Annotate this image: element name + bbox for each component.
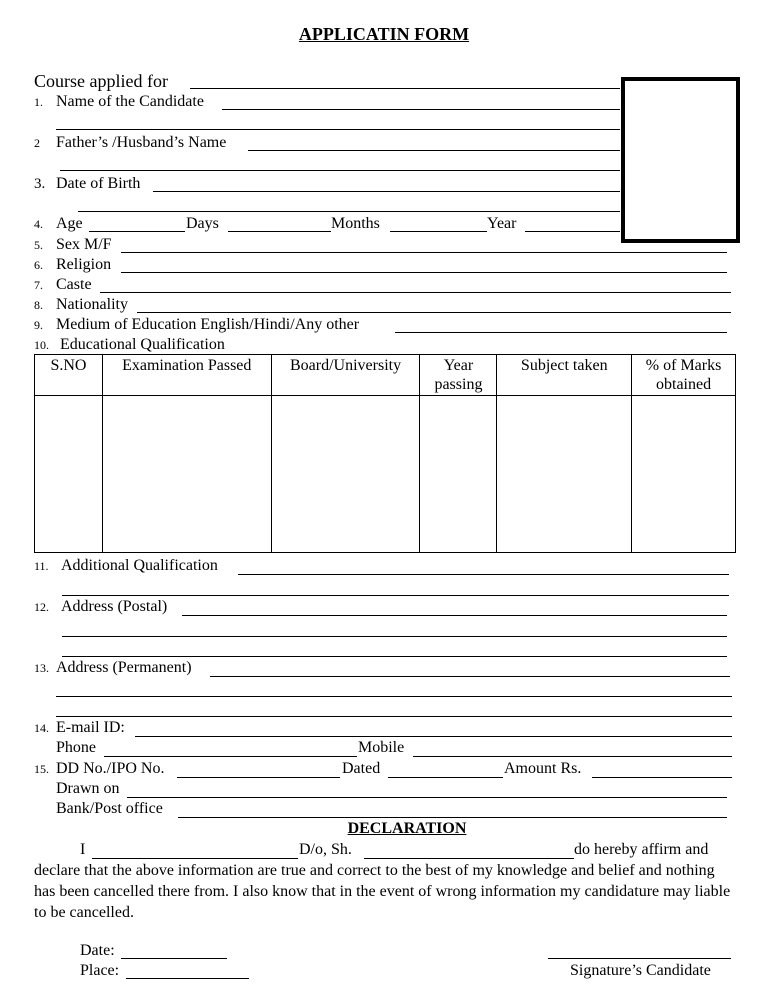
address-postal-field[interactable]: [182, 615, 727, 616]
days-field[interactable]: [228, 231, 331, 232]
num-6: 6.: [34, 258, 43, 272]
address-perm-field[interactable]: [210, 676, 730, 677]
father-field-2[interactable]: [60, 170, 620, 171]
amount-label: Amount Rs.: [504, 760, 582, 777]
medium-label: Medium of Education English/Hindi/Any other: [56, 316, 360, 333]
cell-exam[interactable]: [102, 396, 271, 553]
col-sno: S.NO: [35, 355, 103, 396]
num-9: 9.: [34, 318, 43, 332]
col-subject: Subject taken: [497, 355, 632, 396]
dated-field[interactable]: [388, 777, 503, 778]
mobile-field[interactable]: [413, 756, 732, 757]
drawn-label: Drawn on: [56, 780, 120, 797]
address-perm-label: Address (Permanent): [56, 659, 192, 676]
name-label: Name of the Candidate: [56, 93, 204, 110]
declaration-affirm: do hereby affirm and: [574, 841, 709, 858]
nationality-label: Nationality: [56, 296, 128, 313]
declaration-text: declare that the above information are true and correct to the best of my knowledge and belief and nothing has been cancelled there from. I also know that in the event of wrong information my candidature may liable to be cancelled.: [34, 862, 731, 921]
email-field[interactable]: [135, 736, 732, 737]
place-label: Place:: [80, 962, 120, 979]
additional-label: Additional Qualification: [61, 557, 218, 574]
dd-field[interactable]: [177, 777, 340, 778]
photo-box[interactable]: [621, 77, 740, 243]
father-field[interactable]: [248, 150, 620, 151]
num-7: 7.: [34, 278, 43, 292]
bank-label: Bank/Post office: [56, 800, 163, 817]
place-field[interactable]: [126, 978, 249, 979]
year-field[interactable]: [525, 231, 620, 232]
cell-board[interactable]: [271, 396, 420, 553]
num-11: 11.: [34, 559, 49, 573]
date-field[interactable]: [121, 958, 227, 959]
age-label: Age: [56, 215, 83, 232]
num-12: 12.: [34, 600, 49, 614]
num-1: 1.: [34, 95, 43, 109]
course-label: Course applied for: [34, 71, 168, 91]
form-title: APPLICATIN FORM: [298, 24, 470, 44]
dd-label: DD No./IPO No.: [56, 760, 165, 777]
phone-label: Phone: [56, 739, 96, 756]
cell-subject[interactable]: [497, 396, 632, 553]
education-table: [34, 354, 736, 553]
caste-label: Caste: [56, 276, 92, 293]
medium-field[interactable]: [395, 332, 727, 333]
date-label: Date:: [80, 942, 115, 959]
col-board: Board/University: [271, 355, 420, 396]
sex-label: Sex M/F: [56, 236, 112, 253]
months-label: Months: [331, 215, 380, 232]
col-marks: % of Marks obtained: [632, 355, 736, 396]
address-perm-field-3[interactable]: [56, 716, 732, 717]
additional-field-2[interactable]: [62, 595, 729, 596]
religion-field[interactable]: [121, 272, 727, 273]
declaration-do: D/o, Sh.: [299, 841, 352, 858]
father-label: Father’s /Husband’s Name: [56, 134, 227, 151]
months-field[interactable]: [390, 231, 487, 232]
days-label: Days: [186, 215, 219, 232]
nationality-field[interactable]: [137, 312, 731, 313]
num-13: 13.: [34, 661, 49, 675]
address-perm-field-2[interactable]: [56, 696, 732, 697]
dob-field-2[interactable]: [78, 211, 620, 212]
dated-label: Dated: [342, 760, 381, 777]
num-8: 8.: [34, 298, 43, 312]
num-2: 2: [34, 136, 40, 150]
num-4: 4.: [34, 217, 43, 231]
name-field[interactable]: [222, 109, 620, 110]
declaration-i: I: [80, 841, 86, 858]
phone-field[interactable]: [104, 756, 357, 757]
caste-field[interactable]: [100, 292, 731, 293]
address-postal-label: Address (Postal): [61, 598, 168, 615]
amount-field[interactable]: [592, 777, 732, 778]
address-postal-field-2[interactable]: [62, 636, 727, 637]
name-field-2[interactable]: [56, 129, 620, 130]
dob-field[interactable]: [153, 191, 620, 192]
declaration-name-field[interactable]: [92, 858, 298, 859]
mobile-label: Mobile: [358, 739, 405, 756]
num-10: 10.: [34, 338, 49, 352]
address-postal-field-3[interactable]: [62, 656, 727, 657]
email-label: E-mail ID:: [56, 719, 125, 736]
col-year: Year passing: [420, 355, 497, 396]
cell-marks[interactable]: [632, 396, 736, 553]
drawn-field[interactable]: [127, 797, 727, 798]
age-field[interactable]: [89, 231, 185, 232]
cell-year[interactable]: [420, 396, 497, 553]
dob-label: Date of Birth: [56, 175, 141, 192]
cell-sno[interactable]: [35, 396, 103, 553]
signature-field[interactable]: [548, 958, 731, 959]
col-exam: Examination Passed: [102, 355, 271, 396]
edu-label: Educational Qualification: [60, 336, 225, 353]
sex-field[interactable]: [121, 252, 727, 253]
course-field[interactable]: [190, 88, 620, 89]
signature-label: Signature’s Candidate: [570, 962, 711, 979]
additional-field[interactable]: [238, 574, 729, 575]
num-15: 15.: [34, 762, 49, 776]
num-3: 3.: [34, 176, 46, 192]
num-5: 5.: [34, 238, 43, 252]
bank-field[interactable]: [178, 817, 727, 818]
declaration-father-field[interactable]: [364, 858, 574, 859]
declaration-title: DECLARATION: [347, 820, 467, 837]
year-label: Year: [487, 215, 517, 232]
religion-label: Religion: [56, 256, 112, 273]
num-14: 14.: [34, 721, 49, 735]
